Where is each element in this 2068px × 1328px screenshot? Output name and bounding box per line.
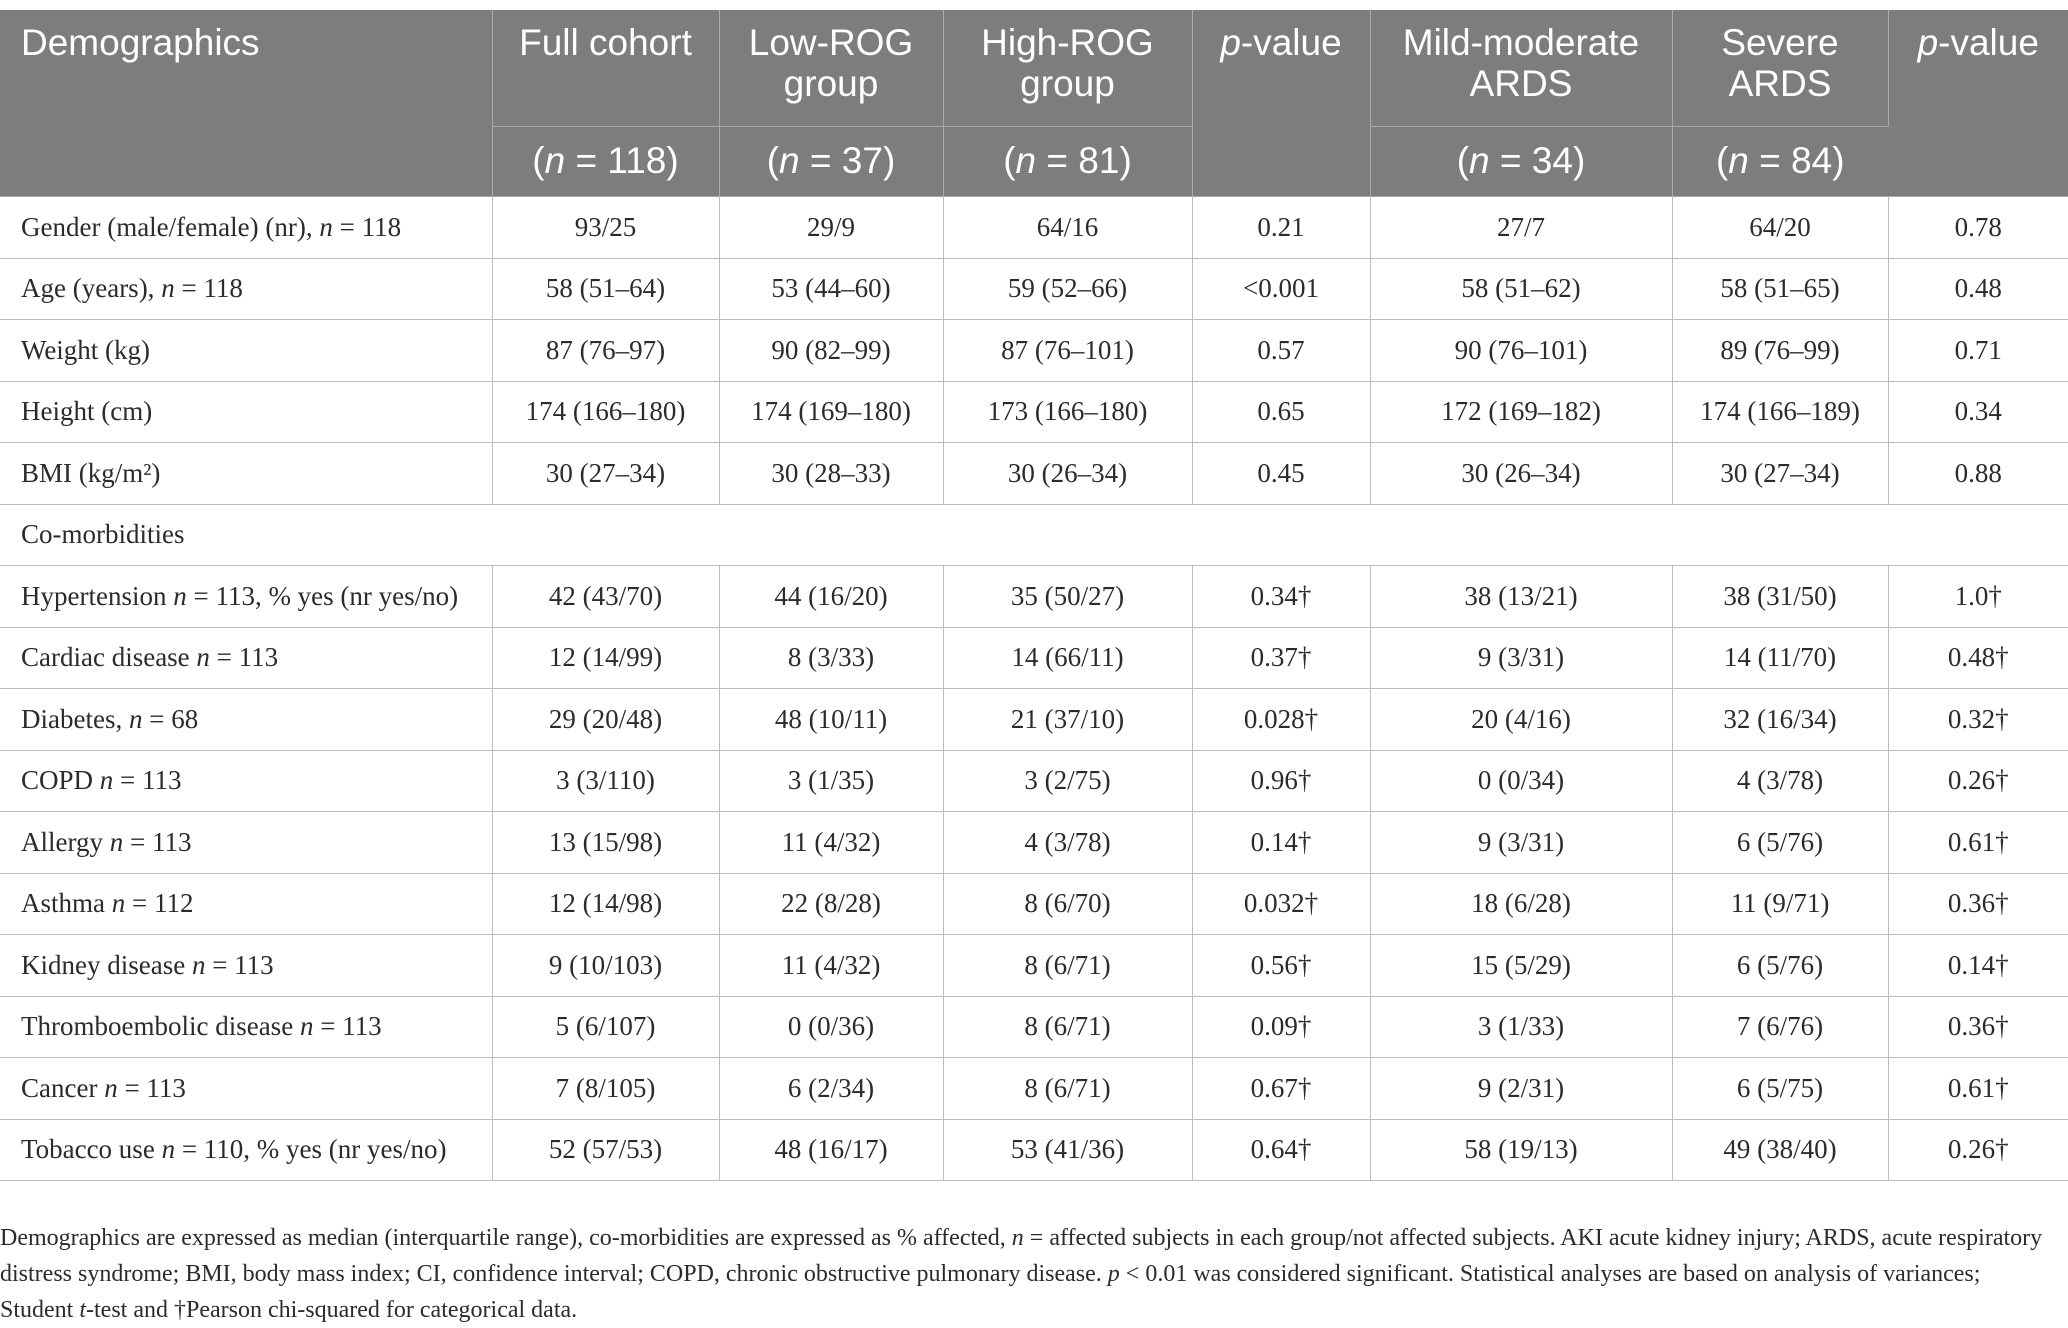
table-row <box>0 566 2068 628</box>
row-n-count: = 113 <box>209 642 279 673</box>
table-cell: 15 (5/29) <box>1370 935 1672 997</box>
table-row <box>0 443 2068 505</box>
row-n-count: = 118 <box>332 211 402 242</box>
row-n-count: = 113 <box>205 949 274 980</box>
table-cell: 18 (6/28) <box>1370 873 1672 935</box>
row-label <box>0 996 492 1058</box>
table-cell: 172 (169–182) <box>1370 381 1672 443</box>
header-n-high-rog: (n = 81) <box>943 127 1192 197</box>
row-n-letter: n <box>104 1072 118 1103</box>
table-cell: 8 (6/71) <box>943 935 1192 997</box>
table-row <box>0 381 2068 443</box>
table-cell: 174 (166–180) <box>492 381 719 443</box>
table-cell: 1.0† <box>1888 566 2068 628</box>
row-label-text: Height (cm) <box>21 396 153 427</box>
table-row <box>0 996 2068 1058</box>
table-cell: 3 (3/110) <box>492 750 719 812</box>
row-label-text: COPD <box>21 765 100 796</box>
table-row <box>0 873 2068 935</box>
table-cell: 9 (3/31) <box>1370 812 1672 874</box>
row-label <box>0 873 492 935</box>
header-mild-moderate-ards: Mild-moderate ARDS <box>1370 10 1672 127</box>
row-n-letter: n <box>161 1134 176 1165</box>
row-label <box>0 320 492 382</box>
table-cell: 0.34 <box>1888 381 2068 443</box>
header-p-value-ards: p-value <box>1888 10 2068 197</box>
table-cell: 3 (1/33) <box>1370 996 1672 1058</box>
table-cell: 173 (166–180) <box>943 381 1192 443</box>
row-label <box>0 381 492 443</box>
row-n-letter: n <box>191 949 206 980</box>
row-n-letter: n <box>99 765 114 796</box>
table-cell: 7 (6/76) <box>1672 996 1888 1058</box>
row-n-letter: n <box>128 703 143 734</box>
row-n-count: = 113 <box>313 1011 382 1042</box>
table-cell: 44 (16/20) <box>719 566 943 628</box>
table-cell: 0 (0/34) <box>1370 750 1672 812</box>
table-cell: 0.26† <box>1888 1119 2068 1181</box>
section-title-comorbidities: Co-morbidities <box>0 504 2068 566</box>
table-row <box>0 1058 2068 1120</box>
table-cell: 30 (26–34) <box>943 443 1192 505</box>
row-label <box>0 1058 492 1120</box>
comorbidities-section <box>0 504 2068 566</box>
row-n-count: = 68 <box>142 703 199 734</box>
table-cell: 6 (2/34) <box>719 1058 943 1120</box>
table-cell: 9 (3/31) <box>1370 627 1672 689</box>
table-footnote: Demographics are expressed as median (interquartile range), co-morbidities are expressed as % affected, n = affected subjects in each group/not affected subjects. AKI acute kidney injury; ARDS, acute respiratory distress syndrome; BMI, body mass index; CI, confidence interval; COPD, chronic obstructive pulmonary disease. p < 0.01 was considered significant. Statistical analyses are based on analysis of variances; Student t-test and †Pearson chi-squared for categorical data. <box>0 1225 2043 1323</box>
table-cell: 12 (14/98) <box>492 873 719 935</box>
table-cell: 35 (50/27) <box>943 566 1192 628</box>
row-label-text: Allergy <box>21 826 110 857</box>
row-n-letter: n <box>196 642 210 673</box>
row-label-text: Gender (male/female) (nr), <box>21 211 320 242</box>
row-n-count: = 113 <box>123 826 192 857</box>
table-cell: 58 (51–62) <box>1370 258 1672 320</box>
table-cell: 27/7 <box>1370 197 1672 259</box>
table-cell: 22 (8/28) <box>719 873 943 935</box>
table-cell: 38 (31/50) <box>1672 566 1888 628</box>
table-cell: 58 (51–64) <box>492 258 719 320</box>
table-row <box>0 750 2068 812</box>
row-n-letter: n <box>161 273 175 304</box>
table-cell: 48 (10/11) <box>719 689 943 751</box>
table-row <box>0 258 2068 320</box>
table-cell: 64/16 <box>943 197 1192 259</box>
table-cell: 6 (5/75) <box>1672 1058 1888 1120</box>
row-label <box>0 443 492 505</box>
table-cell: 8 (6/71) <box>943 1058 1192 1120</box>
table-cell: 0.61† <box>1888 1058 2068 1120</box>
row-label <box>0 812 492 874</box>
header-n-low-rog: (n = 37) <box>719 127 943 197</box>
table-cell: 5 (6/107) <box>492 996 719 1058</box>
table-cell: 0.48† <box>1888 627 2068 689</box>
row-label <box>0 689 492 751</box>
row-label-text: Kidney disease <box>21 949 192 980</box>
demographics-rows <box>0 197 2068 505</box>
row-label <box>0 197 492 259</box>
table-cell: 90 (76–101) <box>1370 320 1672 382</box>
table-row <box>0 935 2068 997</box>
table-cell: 0.96† <box>1192 750 1370 812</box>
table-cell: 174 (166–189) <box>1672 381 1888 443</box>
header-n-mild-moderate-ards: (n = 34) <box>1370 127 1672 197</box>
table-cell: 42 (43/70) <box>492 566 719 628</box>
table-cell: 14 (66/11) <box>943 627 1192 689</box>
section-row <box>0 504 2068 566</box>
table-cell: 14 (11/70) <box>1672 627 1888 689</box>
table-cell: 21 (37/10) <box>943 689 1192 751</box>
row-label-text: Cardiac disease <box>21 642 197 673</box>
table-cell: 12 (14/99) <box>492 627 719 689</box>
table-cell: 59 (52–66) <box>943 258 1192 320</box>
table-cell: 0.34† <box>1192 566 1370 628</box>
table-cell: 4 (3/78) <box>1672 750 1888 812</box>
table-cell: 0.45 <box>1192 443 1370 505</box>
table-cell: 87 (76–101) <box>943 320 1192 382</box>
table-cell: 53 (41/36) <box>943 1119 1192 1181</box>
table-cell: 0.88 <box>1888 443 2068 505</box>
header-demographics: Demographics <box>0 10 492 197</box>
table-cell: 30 (27–34) <box>1672 443 1888 505</box>
table-cell: 0.71 <box>1888 320 2068 382</box>
table-cell: 0.032† <box>1192 873 1370 935</box>
table-cell: 89 (76–99) <box>1672 320 1888 382</box>
table-cell: 0.57 <box>1192 320 1370 382</box>
table-cell: 0.65 <box>1192 381 1370 443</box>
row-n-count: = 112 <box>125 888 194 919</box>
table-cell: 13 (15/98) <box>492 812 719 874</box>
table-cell: 0.36† <box>1888 873 2068 935</box>
row-label-text: Diabetes, <box>21 703 129 734</box>
row-n-count: = 113, % yes (nr yes/no) <box>186 580 459 611</box>
table-cell: <0.001 <box>1192 258 1370 320</box>
row-n-letter: n <box>109 826 124 857</box>
table-cell: 9 (2/31) <box>1370 1058 1672 1120</box>
header-p-value-rog: p-value <box>1192 10 1370 197</box>
row-n-letter: n <box>111 888 126 919</box>
row-label-text: BMI (kg/m²) <box>21 457 161 488</box>
table-cell: 53 (44–60) <box>719 258 943 320</box>
table-cell: 4 (3/78) <box>943 812 1192 874</box>
header-n-full-cohort: (n = 118) <box>492 127 719 197</box>
table-row <box>0 197 2068 259</box>
row-n-count: = 113 <box>113 765 182 796</box>
table-cell: 64/20 <box>1672 197 1888 259</box>
table-cell: 11 (4/32) <box>719 935 943 997</box>
table-cell: 0.14† <box>1192 812 1370 874</box>
table-cell: 0.09† <box>1192 996 1370 1058</box>
table-cell: 0.37† <box>1192 627 1370 689</box>
table-cell: 20 (4/16) <box>1370 689 1672 751</box>
row-n-count: = 118 <box>174 273 243 304</box>
table-cell: 9 (10/103) <box>492 935 719 997</box>
table-cell: 8 (6/71) <box>943 996 1192 1058</box>
table-cell: 0.21 <box>1192 197 1370 259</box>
table-cell: 87 (76–97) <box>492 320 719 382</box>
row-label <box>0 935 492 997</box>
table-cell: 52 (57/53) <box>492 1119 719 1181</box>
table-cell: 8 (6/70) <box>943 873 1192 935</box>
row-label <box>0 1119 492 1181</box>
row-label-text: Cancer <box>21 1072 105 1103</box>
table-cell: 0 (0/36) <box>719 996 943 1058</box>
table-row <box>0 689 2068 751</box>
header-low-rog: Low-ROG group <box>719 10 943 127</box>
row-label <box>0 566 492 628</box>
table-cell: 58 (51–65) <box>1672 258 1888 320</box>
table-cell: 0.67† <box>1192 1058 1370 1120</box>
table-row <box>0 812 2068 874</box>
table-cell: 0.36† <box>1888 996 2068 1058</box>
table-row <box>0 320 2068 382</box>
table-cell: 30 (28–33) <box>719 443 943 505</box>
table-cell: 11 (4/32) <box>719 812 943 874</box>
table-cell: 8 (3/33) <box>719 627 943 689</box>
table-cell: 3 (1/35) <box>719 750 943 812</box>
row-label <box>0 627 492 689</box>
table-cell: 29/9 <box>719 197 943 259</box>
row-label-text: Thromboembolic disease <box>21 1011 300 1042</box>
comorbidity-rows <box>0 566 2068 1181</box>
header-full-cohort: Full cohort <box>492 10 719 127</box>
row-n-letter: n <box>319 211 333 242</box>
row-label-text: Tobacco use <box>21 1134 162 1165</box>
table-cell: 174 (169–180) <box>719 381 943 443</box>
table-cell: 0.26† <box>1888 750 2068 812</box>
table-cell: 49 (38/40) <box>1672 1119 1888 1181</box>
table-cell: 30 (27–34) <box>492 443 719 505</box>
table-cell: 0.56† <box>1192 935 1370 997</box>
row-n-count: = 110, % yes (nr yes/no) <box>175 1134 447 1165</box>
header-severe-ards: Severe ARDS <box>1672 10 1888 127</box>
table-cell: 38 (13/21) <box>1370 566 1672 628</box>
table-cell: 30 (26–34) <box>1370 443 1672 505</box>
table-cell: 7 (8/105) <box>492 1058 719 1120</box>
row-label-text: Hypertension <box>21 580 174 611</box>
table-cell: 32 (16/34) <box>1672 689 1888 751</box>
table-cell: 0.61† <box>1888 812 2068 874</box>
row-label-text: Age (years), <box>21 273 162 304</box>
row-label <box>0 258 492 320</box>
row-n-letter: n <box>299 1011 314 1042</box>
demographics-table <box>0 10 2068 1181</box>
table-cell: 6 (5/76) <box>1672 812 1888 874</box>
table-cell: 58 (19/13) <box>1370 1119 1672 1181</box>
table-row <box>0 1119 2068 1181</box>
table-cell: 0.64† <box>1192 1119 1370 1181</box>
row-label-text: Weight (kg) <box>21 334 151 365</box>
row-label <box>0 750 492 812</box>
table-cell: 11 (9/71) <box>1672 873 1888 935</box>
table-cell: 3 (2/75) <box>943 750 1192 812</box>
header-high-rog: High-ROG group <box>943 10 1192 127</box>
table-cell: 0.48 <box>1888 258 2068 320</box>
table-cell: 0.78 <box>1888 197 2068 259</box>
table-row <box>0 627 2068 689</box>
table-cell: 0.14† <box>1888 935 2068 997</box>
table-cell: 0.32† <box>1888 689 2068 751</box>
table-cell: 0.028† <box>1192 689 1370 751</box>
row-n-letter: n <box>173 580 187 611</box>
row-n-count: = 113 <box>117 1072 186 1103</box>
table-cell: 29 (20/48) <box>492 689 719 751</box>
table-cell: 6 (5/76) <box>1672 935 1888 997</box>
table-cell: 48 (16/17) <box>719 1119 943 1181</box>
table-cell: 93/25 <box>492 197 719 259</box>
row-label-text: Asthma <box>21 888 112 919</box>
table-cell: 90 (82–99) <box>719 320 943 382</box>
header-n-severe-ards: (n = 84) <box>1672 127 1888 197</box>
